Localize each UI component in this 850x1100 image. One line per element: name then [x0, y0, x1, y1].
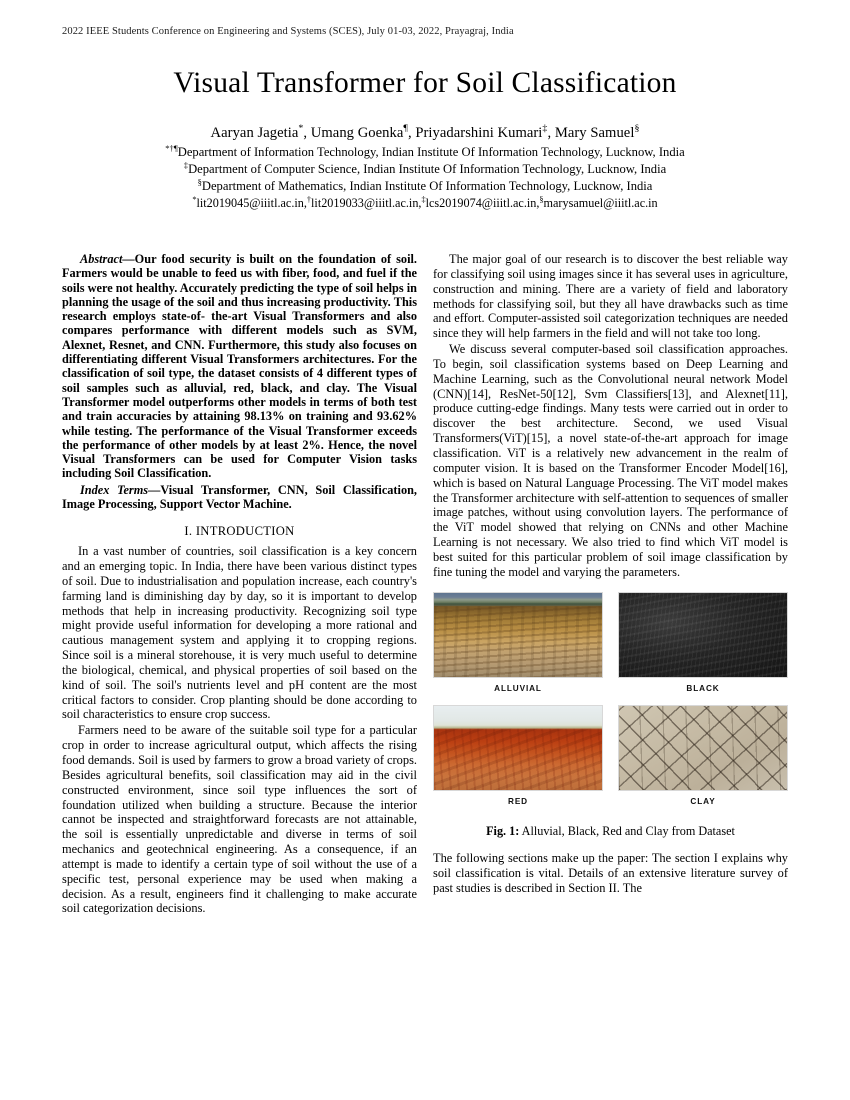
index-terms-lead: Index Terms— — [80, 482, 161, 497]
figure-tile-alluvial — [433, 592, 603, 704]
soil-image-clay — [618, 705, 788, 791]
abstract-paragraph — [62, 252, 417, 481]
author-mark-1: * — [298, 123, 304, 135]
author-block — [62, 124, 788, 212]
author-mark-4: § — [634, 123, 640, 135]
figure-tile-red — [433, 705, 603, 817]
soil-image-red — [433, 705, 603, 791]
soil-label-clay: CLAY — [690, 797, 716, 807]
left-column — [62, 252, 417, 916]
figure-caption-text: Alluvial, Black, Red and Clay from Dataset — [521, 824, 735, 839]
right-paragraph-3: The following sections make up the paper: The section I explains why soil classification is vital. Details of an extensive literature survey of past studies is described in Section II. The — [433, 851, 788, 895]
page-title: Visual Transformer for Soil Classification — [173, 67, 677, 99]
email-2[interactable]: lit2019033@iiitl.ac.in, — [311, 196, 422, 211]
affiliation-1 — [62, 144, 788, 161]
affiliation-mark-2: ‡ — [183, 159, 189, 170]
email-4[interactable]: marysamuel@iiitl.ac.in — [543, 196, 658, 211]
affiliation-mark-1: *†¶ — [165, 142, 178, 153]
figure-image-grid — [433, 592, 788, 818]
right-paragraph-1: The major goal of our research is to discover the best reliable way for classifying soil using images since it has several uses in agriculture, construction and mining. There are a variety of field and laboratory methods for classifying soil, but they all have drawbacks such as time and effort. Computer-assisted soil categorization techniques are needed since they will help farmers in the field and will not take too long. — [433, 252, 788, 341]
conference-header: 2022 IEEE Students Conference on Engineering and Systems (SCES), July 01-03, 2022, Prayagraj, India — [62, 26, 514, 37]
author-name-4: Mary Samuel — [554, 125, 635, 141]
email-mark-1: * — [192, 195, 197, 205]
soil-label-red: RED — [508, 797, 528, 807]
author-names: Aaryan Jagetia*, Umang Goenka¶, Priyadarshini Kumari‡, Mary Samuel§ — [210, 123, 640, 141]
figure-tile-clay — [618, 705, 788, 817]
affiliation-text-2: Department of Computer Science, Indian Institute Of Information Technology, Lucknow, India — [188, 161, 667, 176]
figure-tile-black — [618, 592, 788, 704]
author-mark-2: ¶ — [403, 123, 408, 135]
affiliation-2 — [62, 161, 788, 178]
index-terms-body: Visual Transformer, CNN, Soil Classification, Image Processing, Support Vector Machine. — [62, 482, 418, 512]
left-paragraph-2: Farmers need to be aware of the suitable soil type for a particular crop in order to increase agricultural output, which affects the rising food demands. Soil is used by farmers to grow a broad variety of crops. Besides agricultural benefits, soil classification may aid in the civil constructed environment, since soil type influences the sort of foundation utilized when building a structure. Because the interior cannot be inspected and straightforward forecasts are not attainable, the soil is essentially unpredictable and diverse in terms of soil mechanics and geotechnical engineering. As a consequence, if an attempt is made to identify a certain type of soil without the use of a specific test, personal experience may be used when making a decision. As a result, engineers find it challenging to make accurate soil categorization decisions. — [62, 723, 417, 916]
email-mark-4: § — [539, 195, 544, 205]
abstract-body: Our food security is built on the foundation of soil. Farmers would be unable to feed us with fiber, food, and fuel if the soils were not healthy. Accurately predicting the type of soil helps in planning the usage of the soil and thus increasing productivity. This research employs state-of- the-art Visual Transformers and also compares performance with different models such as SVM, Alexnet, Resnet, and CNN. Furthermore, this study also focuses on differentiating different Visual Transformers architectures. For the classification of soil type, the dataset consists of 4 different types of soil samples such as alluvial, red, black, and clay. The Visual Transformer model outperforms other models in terms of both test and train accuracies by attaining 98.13% on training and 93.62% while testing. The performance of the Visual Transformer exceeds the performance of other models by at least 2%. Hence, the novel Visual Transformers can be used for Computer Vision tasks including Soil Classification. — [62, 252, 417, 481]
affiliation-text-3: Department of Mathematics, Indian Institute Of Information Technology, Lucknow, India — [201, 178, 653, 193]
soil-label-black: BLACK — [686, 683, 720, 693]
email-mark-3: ‡ — [421, 195, 426, 205]
abstract-lead: Abstract— — [80, 252, 135, 266]
figure-caption-number: Fig. 1: — [486, 824, 520, 839]
affiliation-3 — [62, 178, 788, 195]
author-name-2: Umang Goenka — [310, 125, 404, 141]
figure-1 — [433, 592, 788, 840]
affiliation-text-1: Department of Information Technology, Indian Institute Of Information Technology, Lucknow, India — [177, 144, 685, 159]
soil-image-black — [618, 592, 788, 678]
author-mark-3: ‡ — [542, 123, 548, 135]
right-paragraph-2: We discuss several computer-based soil classification approaches. To begin, soil classification systems based on Deep Learning and Machine Learning, such as the Convolutional neural network Model (CNN)[14], ResNet-50[12], Svm Classifiers[13], and Alexnet[11], produce cutting-edge findings. Many tests were carried out in order to discover the best architecture. Second, we used Visual Transformers(ViT)[15], a novel state-of-the-art approach for image classification. ViT is a relatively new advancement in the realm of computer vision. It is based on the Transformer Encoder Model[16], which is based on Natural Language Processing. The ViT model makes the Transformer architecture with self-attention to sequences of smaller image patches, without using convolution layers. The performance of the ViT model showed that relying on CNNs and other Machine Learning is not necessary. We also tried to find which ViT model is best suited for this particular problem of soil image classification by fine tuning the model and varying the parameters. — [433, 342, 788, 579]
left-paragraph-1: In a vast number of countries, soil classification is a key concern and an emerging topic. In India, there have been various distinct types of soil. Due to industrialisation and population increase, each country's farming land is diminishing day by day, so it is important to develop methods that help in increasing productivity. Recognizing soil type might provide useful information for developing a more rational and cautious management system and applying it to cropping regions. Since soil is a mineral storehouse, it is very much useful to determine the biological, chemical, and physical properties of soil based on the kind of soil. The soil's nutrients level and pH content are the most critical factors to consider. Crop planting should be done according to soil characteristics to ensure crop success. — [62, 544, 417, 722]
author-name-1: Aaryan Jagetia — [210, 125, 299, 141]
author-emails — [62, 195, 788, 212]
email-1[interactable]: lit2019045@iiitl.ac.in, — [196, 196, 307, 211]
soil-image-alluvial — [433, 592, 603, 678]
email-mark-2: † — [306, 195, 312, 205]
soil-label-alluvial: ALLUVIAL — [494, 683, 542, 693]
author-name-3: Priyadarshini Kumari — [415, 125, 543, 141]
index-terms — [62, 483, 417, 512]
figure-caption — [433, 824, 788, 839]
affiliation-mark-3: § — [197, 176, 202, 187]
email-3[interactable]: lcs2019074@iiitl.ac.in, — [425, 196, 540, 211]
right-column — [433, 252, 788, 896]
section-heading-introduction: I. INTRODUCTION — [184, 524, 295, 539]
